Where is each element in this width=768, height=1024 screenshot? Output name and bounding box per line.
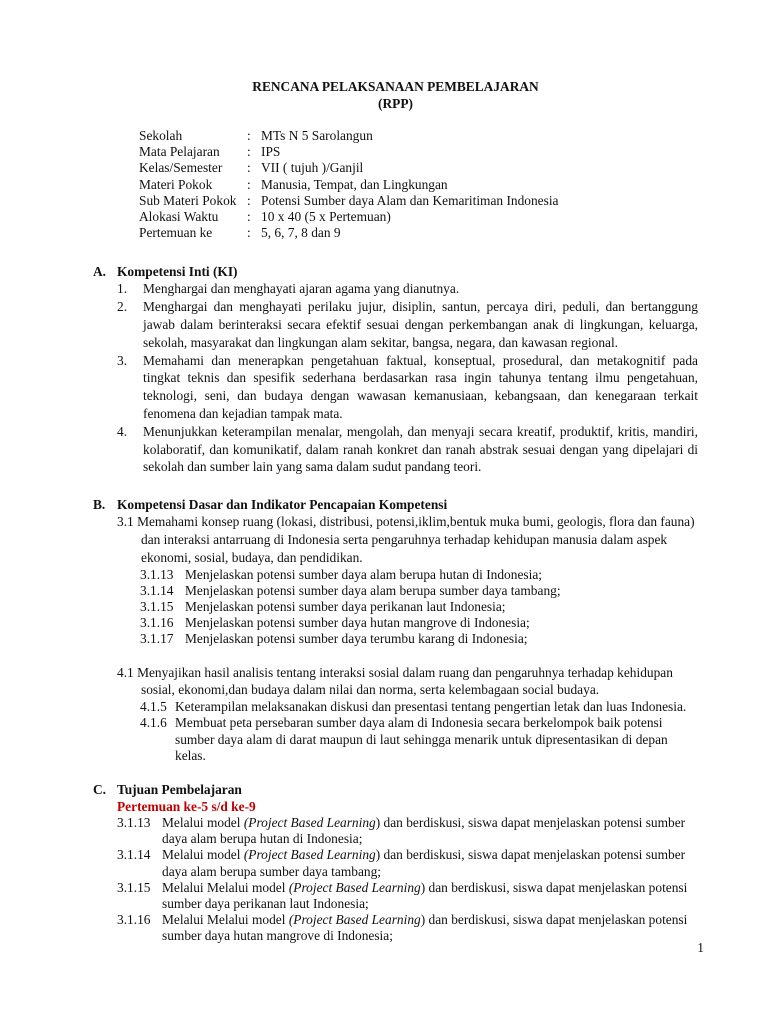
list-item: 4. Menunjukkan keterampilan menalar, mengolah, dan menyaji secara kreatif, produktif, kritis, mandiri, kolaboratif, dan komunikatif, dalam ranah konkret dan ranah abstrak sesuai dengan yang dipelajari di sekolah dan sumber lain yang sama dalam sudut pandang teori. [117, 423, 698, 475]
document-title [93, 78, 698, 112]
core-competence-list [117, 280, 698, 476]
page-number: 1 [697, 940, 704, 955]
basic-competence-1: 3.1 Memahami konsep ruang (lokasi, distribusi, potensi,iklim,bentuk muka bumi, geologis, flora dan fauna) dan interaksi antarruang di Indonesia serta pengaruhnya terhadap kehidupan manusia dalam aspek ekonomi, sosial, budaya, dan pendidikan. [117, 514, 695, 565]
meeting-label: Pertemuan ke-5 s/d ke-9 [117, 799, 256, 814]
indicator-row: 4.1.6 Membuat peta persebaran sumber daya alam di Indonesia secara berkelompok baik potensi sumber daya alam di darat maupun di laut sehingga menarik untuk dipresentasikan di depan kelas. [140, 715, 668, 763]
objective-row: 3.1.15 Melalui Melalui model (Project Based Learning) dan berdiskusi, siswa dapat menjelaskan potensi sumber daya perikanan laut Indonesia; [117, 879, 688, 912]
section-a-heading: A. Kompetensi Inti (KI) [93, 264, 238, 280]
indicator-row: 3.1.13 Menjelaskan potensi sumber daya alam berupa hutan di Indonesia; [140, 566, 542, 582]
learning-objectives-list [93, 815, 698, 945]
indicator-row: 3.1.15 Menjelaskan potensi sumber daya perikanan laut Indonesia; [140, 598, 506, 614]
list-item: 3. Memahami dan menerapkan pengetahuan faktual, konseptual, prosedural, dan metakognitif pada tingkat teknis dan spesifik sederhana berdasarkan rasa ingin tahunya tentang ilmu pengetahuan, teknologi, seni, dan budaya dengan wawasan kemanusiaan, kebangsaan, dan kenegaraan terkait fenomena dan kejadian tampak mata. [117, 352, 698, 421]
indicator-list-1 [140, 567, 698, 648]
objective-row: 3.1.13 Melalui model (Project Based Learning) dan berdiskusi, siswa dapat menjelaskan potensi sumber daya alam berupa hutan di Indonesia; [117, 815, 686, 847]
indicator-row: 3.1.16 Menjelaskan potensi sumber daya hutan mangrove di Indonesia; [140, 615, 530, 631]
meta-row: Sub Materi Pokok : Potensi Sumber daya Alam dan Kemaritiman Indonesia [139, 192, 559, 208]
title-line-1: RENCANA PELAKSANAAN PEMBELAJARAN [252, 79, 539, 94]
meta-row: Materi Pokok : Manusia, Tempat, dan Lingkungan [139, 176, 448, 192]
meta-row: Mata Pelajaran : IPS [139, 144, 281, 160]
meta-row: Sekolah : MTs N 5 Sarolangun [139, 128, 373, 143]
section-c-heading: C. Tujuan Pembelajaran [93, 782, 242, 797]
title-line-2: (RPP) [378, 96, 413, 111]
list-item: 2. Menghargai dan menghayati perilaku jujur, disiplin, santun, percaya diri, peduli, dan bertanggung jawab dalam berinteraksi secara efektif sesuai dengan perkembangan anak di lingkungan, keluarga, sekolah, masyarakat dan lingkungan alam sekitar, bangsa, negara, dan kawasan regional. [117, 299, 698, 350]
objective-row: 3.1.14 Melalui model (Project Based Learning) dan berdiskusi, siswa dapat menjelaskan potensi sumber daya alam berupa sumber daya tambang; [117, 847, 686, 879]
indicator-row: 3.1.17 Menjelaskan potensi sumber daya terumbu karang di Indonesia; [140, 631, 528, 647]
meta-row: Alokasi Waktu : 10 x 40 (5 x Pertemuan) [139, 209, 391, 225]
identity-table [139, 128, 698, 241]
meta-row: Kelas/Semester : VII ( tujuh )/Ganjil [139, 160, 364, 176]
indicator-row: 3.1.14 Menjelaskan potensi sumber daya alam berupa sumber daya tambang; [140, 582, 561, 598]
objective-row: 3.1.16 Melalui Melalui model (Project Based Learning) dan berdiskusi, siswa dapat menjelaskan potensi sumber daya hutan mangrove di Indonesia; [117, 912, 688, 944]
indicator-row: 4.1.5 Keterampilan melaksanakan diskusi dan presentasi tentang pengertian letak dan luas Indonesia. [140, 699, 687, 715]
meta-row: Pertemuan ke : 5, 6, 7, 8 dan 9 [139, 225, 341, 241]
indicator-list-2 [93, 699, 698, 764]
basic-competence-2: 4.1 Menyajikan hasil analisis tentang interaksi sosial dalam ruang dan pengaruhnya terhadap kehidupan sosial, ekonomi,dan budaya dalam nilai dan norma, serta kelembagaan social budaya. [117, 664, 673, 698]
section-b-heading: B. Kompetensi Dasar dan Indikator Pencapaian Kompetensi [93, 497, 448, 513]
list-item: 1. Menghargai dan menghayati ajaran agama yang dianutnya. [117, 281, 460, 297]
